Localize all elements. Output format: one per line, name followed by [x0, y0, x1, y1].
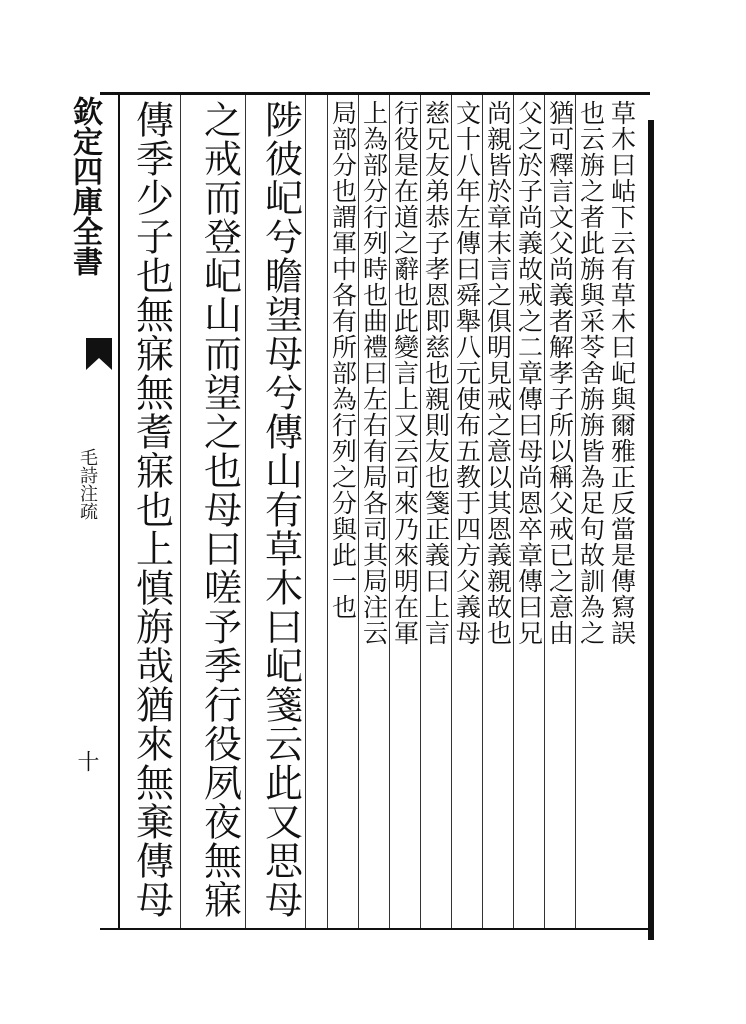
main-text-column: 之戒而登屺山而望之也母曰嗟予季行役夙夜無寐: [197, 100, 242, 919]
commentary-column: 也云旃之者此旃與采苓舍旃旃皆為足句故訓為之: [576, 100, 606, 646]
commentary-column: 父之於子尚義故戒之二章傳曰母尚恩卒章傳曰兄: [514, 100, 544, 646]
commentary-column: 行役是在道之辭也此變言上又云可來乃來明在軍: [390, 100, 420, 646]
fishtail-mark-icon: [84, 336, 114, 372]
commentary-column: 上為部分行列時也曲禮曰左右有局各司其局注云: [359, 100, 389, 646]
right-frame-border: [648, 120, 654, 940]
top-border: [100, 92, 650, 95]
left-frame-border: [118, 95, 120, 928]
column-divider: [180, 95, 181, 928]
main-text-column: 陟彼屺兮瞻望母兮傳山有草木曰屺箋云此又思母: [258, 100, 303, 919]
commentary-column: 猶可釋言文父尚義者解孝子所以稱父戒已之意由: [545, 100, 575, 646]
page-number: 十: [74, 750, 99, 772]
main-text-column: 傳季少子也無寐無耆寐也上慎旃哉猶來無棄傳母: [129, 100, 174, 919]
commentary-column: 慈兄友弟恭子孝恩即慈也親則友也箋正義曰上言: [421, 100, 451, 646]
bottom-border: [100, 928, 650, 930]
book-subtitle: 毛詩注疏: [77, 448, 98, 520]
commentary-column: 尚親皆於章末言之俱明見戒之意以其恩義親故也: [483, 100, 513, 646]
commentary-column: 局部分也謂軍中各有所部為行列之分與此一也: [328, 100, 358, 620]
commentary-column: 文十八年左傳曰舜舉八元使布五教于四方父義母: [452, 100, 482, 646]
commentary-column: 草木曰岵下云有草木曰屺與爾雅正反當是傳寫誤: [607, 100, 637, 646]
book-title: 欽定四庫全書: [67, 96, 102, 276]
